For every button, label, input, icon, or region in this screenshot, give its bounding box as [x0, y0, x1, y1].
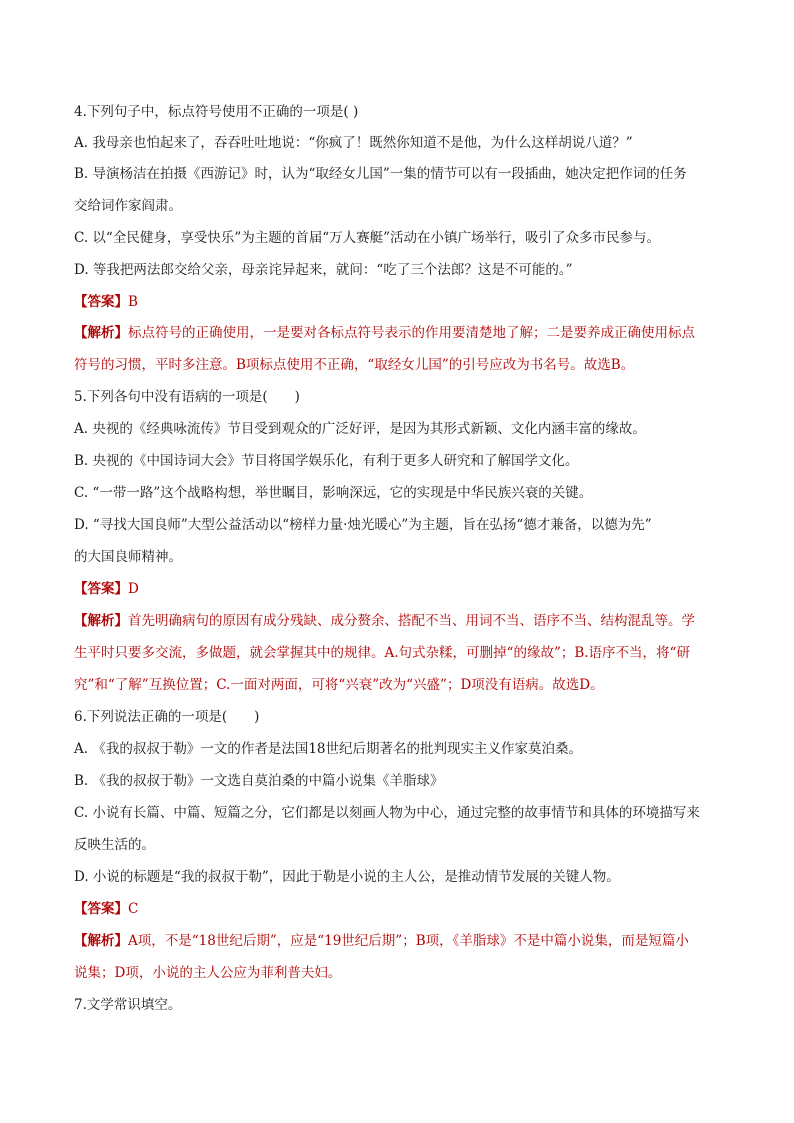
- q6-answer: [74, 901, 734, 917]
- q5-explain-line2: 生平时只要多交流，多做题，就会掌握其中的规律。A.句式杂糅，可删掉“的缘故”；B.语序不当，将“研: [74, 645, 690, 661]
- answer-tag: 【答案】: [74, 294, 128, 310]
- q5-option-b: B. 央视的《中国诗词大会》节目将国学娱乐化，有利于更多人研究和了解国学文化。: [74, 453, 579, 469]
- q5-explain-line3: 究”和“了解”互换位置；C.一面对两面，可将“兴衰”改为“兴盛”；D项没有语病。故选D。: [74, 677, 604, 693]
- explain-text: 首先明确病句的原因有成分残缺、成分赘余、搭配不当、用词不当、语序不当、结构混乱等。学: [128, 613, 695, 629]
- q6-option-b: B. 《我的叔叔于勒》一文选自莫泊桑的中篇小说集《羊脂球》: [74, 773, 444, 789]
- q5-option-c: C. “一带一路”这个战略构想，举世瞩目，影响深远，它的实现是中华民族兴衰的关键。: [74, 485, 593, 501]
- q4-explain-line2: 符号的习惯，平时多注意。B项标点使用不正确，“取经女儿国”的引号应改为书名号。故选B。: [74, 357, 635, 373]
- q4-answer: [74, 294, 734, 310]
- answer-tag: 【答案】: [74, 581, 128, 597]
- q5-option-d-line2: 的大国良师精神。: [74, 549, 182, 565]
- q5-option-a: A. 央视的《经典咏流传》节目受到观众的广泛好评，是因为其形式新颖、文化内涵丰富的缘故。: [74, 421, 646, 437]
- q4-explain-line1: [74, 325, 734, 341]
- q5-explain-line1: [74, 613, 734, 629]
- q6-explain-line2: 说集；D项，小说的主人公应为菲利普夫妇。: [74, 965, 342, 981]
- q5-stem: 5.下列各句中没有语病的一项是( ): [74, 389, 300, 405]
- q4-option-b-line2: 交给词作家阎肃。: [74, 198, 182, 214]
- answer-value: B: [128, 294, 138, 310]
- answer-tag: 【答案】: [74, 901, 128, 917]
- q6-explain-line1: [74, 933, 734, 949]
- explain-text: A项，不是“18世纪后期”，应是“19世纪后期”；B项，《羊脂球》不是中篇小说集，而是短篇小: [128, 933, 689, 949]
- q6-stem: 6.下列说法正确的一项是( ): [74, 709, 260, 725]
- q4-option-c: C. 以“全民健身，享受快乐”为主题的首届“万人赛艇”活动在小镇广场举行，吸引了众多市民参与。: [74, 230, 661, 246]
- q6-option-d: D. 小说的标题是“我的叔叔于勒”，因此于勒是小说的主人公，是推动情节发展的关键人物。: [74, 869, 620, 885]
- q6-option-c-line2: 反映生活的。: [74, 837, 155, 853]
- q6-option-a: A. 《我的叔叔于勒》一文的作者是法国18世纪后期著名的批判现实主义作家莫泊桑。: [74, 741, 583, 757]
- explain-tag: 【解析】: [74, 325, 128, 341]
- q5-answer: [74, 581, 734, 597]
- q5-option-d-line1: D. “寻找大国良师”大型公益活动以“榜样力量·烛光暖心”为主题，旨在弘扬“德才兼备，以德为先”: [74, 517, 652, 533]
- explain-tag: 【解析】: [74, 933, 128, 949]
- q6-option-c-line1: C. 小说有长篇、中篇、短篇之分，它们都是以刻画人物为中心，通过完整的故事情节和具体的环境描写来: [74, 805, 700, 821]
- q7-stem: 7.文学常识填空。: [74, 997, 182, 1013]
- explain-text: 标点符号的正确使用，一是要对各标点符号表示的作用要清楚地了解；二是要养成正确使用标点: [128, 325, 695, 341]
- explain-tag: 【解析】: [74, 613, 128, 629]
- q4-option-b-line1: B. 导演杨洁在拍摄《西游记》时，认为“取经女儿国”一集的情节可以有一段插曲，她决定把作词的任务: [74, 166, 687, 182]
- q4-option-d: D. 等我把两法郎交给父亲，母亲诧异起来，就问：“吃了三个法郎？这是不可能的。”: [74, 262, 573, 278]
- answer-value: D: [128, 581, 139, 597]
- q4-stem: 4.下列句子中，标点符号使用不正确的一项是( ): [74, 104, 359, 120]
- q4-option-a: A. 我母亲也怕起来了，吞吞吐吐地说：“你疯了！既然你知道不是他，为什么这样胡说八道？”: [74, 135, 633, 151]
- answer-value: C: [128, 901, 139, 917]
